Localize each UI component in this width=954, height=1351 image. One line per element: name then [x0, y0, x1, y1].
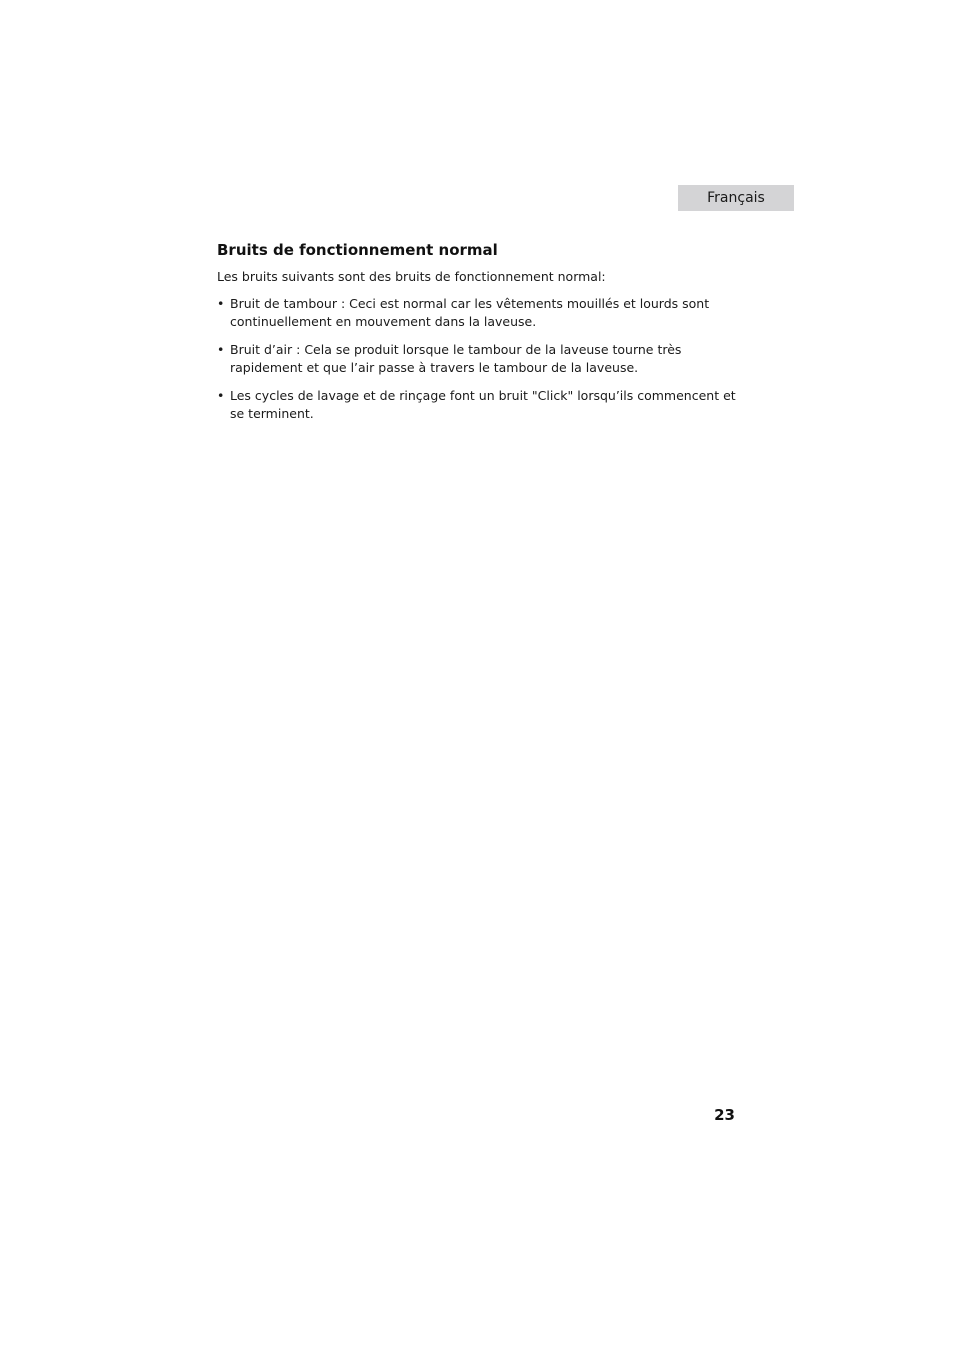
section-content [217, 240, 742, 433]
list-item-text: Bruit d’air : Cela se produit lorsque le tambour de la laveuse tourne très rapidement et que l’air passe à travers le tambour de la laveuse. [230, 342, 682, 375]
section-title: Bruits de fonctionnement normal [217, 241, 498, 259]
intro-text: Les bruits suivants sont des bruits de fonctionnement normal: [217, 269, 606, 284]
page-number: 23 [714, 1106, 735, 1124]
list-item [217, 387, 742, 423]
bullet-list [217, 295, 742, 423]
list-item [217, 341, 742, 377]
list-item [217, 295, 742, 331]
language-tab: Français [678, 185, 794, 211]
bullet-icon: • [217, 342, 225, 357]
bullet-icon: • [217, 296, 225, 311]
list-item-text: Bruit de tambour : Ceci est normal car les vêtements mouillés et lourds sont continuellement en mouvement dans la laveuse. [230, 296, 710, 329]
list-item-text: Les cycles de lavage et de rinçage font un bruit "Click" lorsqu’ils commencent et se terminent. [230, 388, 736, 421]
bullet-icon: • [217, 388, 225, 403]
